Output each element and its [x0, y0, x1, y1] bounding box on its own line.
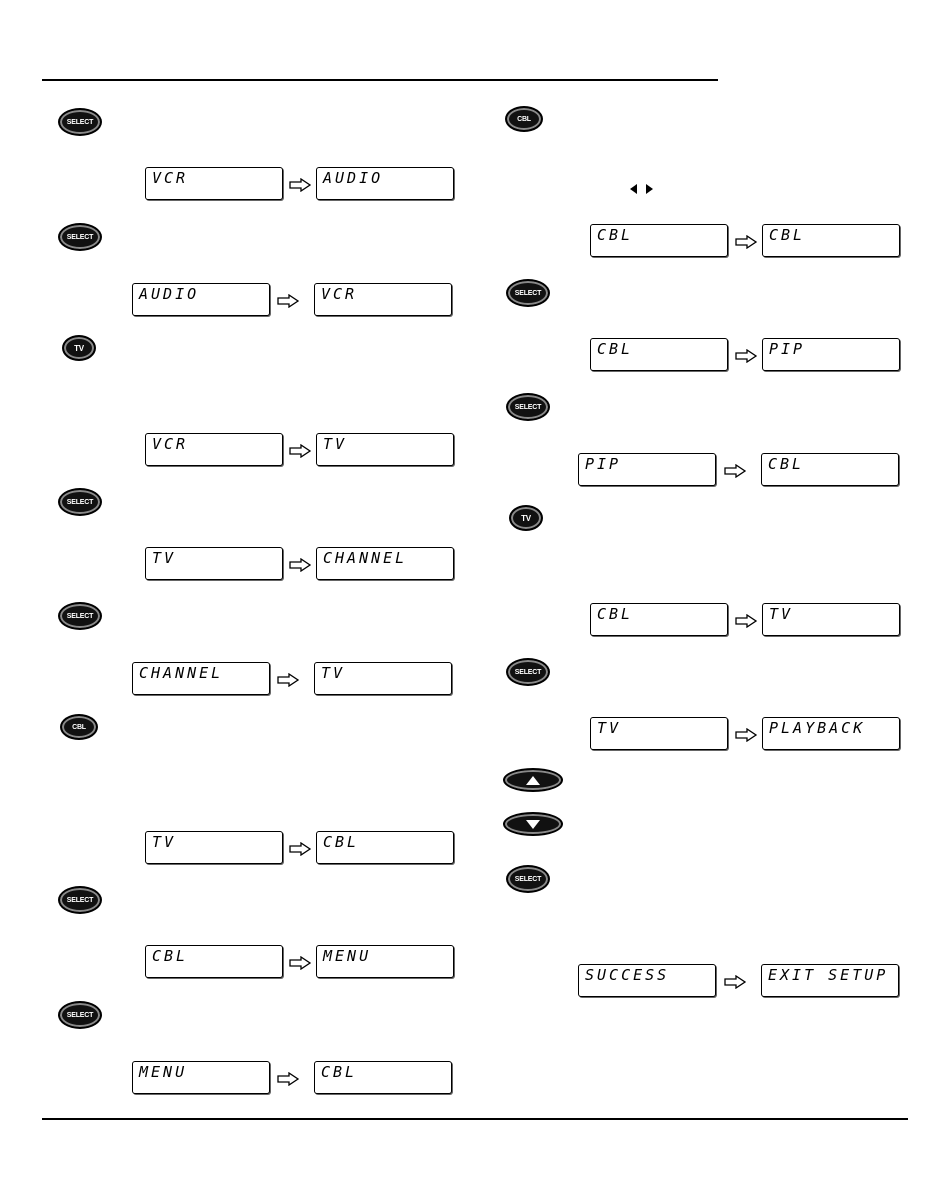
lcd-display-to: EXIT SETUP — [761, 964, 899, 997]
lcd-display-to: PLAYBACK — [762, 717, 900, 750]
lcd-display-from: AUDIO — [132, 283, 270, 316]
hollow-right-arrow-icon — [289, 842, 311, 856]
hollow-right-arrow-icon — [277, 294, 299, 308]
lcd-display-from: SUCCESS — [578, 964, 716, 997]
hollow-right-arrow-icon — [735, 349, 757, 363]
lcd-display-from: VCR — [145, 433, 283, 466]
lcd-display-from: MENU — [132, 1061, 270, 1094]
down-button[interactable] — [503, 812, 563, 836]
bottom-rule — [42, 1118, 908, 1120]
up-button[interactable] — [503, 768, 563, 792]
hollow-right-arrow-icon — [724, 464, 746, 478]
lcd-display-to: CBL — [761, 453, 899, 486]
select-button[interactable]: SELECT — [58, 223, 102, 251]
lcd-display-to: VCR — [314, 283, 452, 316]
up-arrow-icon — [526, 776, 540, 785]
cbl-button[interactable]: CBL — [60, 714, 98, 740]
top-rule — [42, 79, 718, 81]
select-button[interactable]: SELECT — [58, 488, 102, 516]
lcd-display-to: TV — [314, 662, 452, 695]
lcd-display-to: CHANNEL — [316, 547, 454, 580]
lcd-display-from: CHANNEL — [132, 662, 270, 695]
tv-button[interactable]: TV — [509, 505, 543, 531]
select-button[interactable]: SELECT — [506, 393, 550, 421]
hollow-right-arrow-icon — [735, 235, 757, 249]
lcd-display-to: PIP — [762, 338, 900, 371]
lcd-display-to: TV — [316, 433, 454, 466]
hollow-right-arrow-icon — [289, 178, 311, 192]
select-button[interactable]: SELECT — [506, 865, 550, 893]
hollow-right-arrow-icon — [735, 728, 757, 742]
select-button[interactable]: SELECT — [58, 602, 102, 630]
right-triangle-icon — [646, 184, 653, 194]
lcd-display-from: VCR — [145, 167, 283, 200]
left-right-arrows — [630, 184, 653, 194]
select-button[interactable]: SELECT — [58, 108, 102, 136]
lcd-display-from: TV — [145, 547, 283, 580]
tv-button[interactable]: TV — [62, 335, 96, 361]
lcd-display-to: AUDIO — [316, 167, 454, 200]
lcd-display-to: CBL — [762, 224, 900, 257]
lcd-display-from: TV — [145, 831, 283, 864]
lcd-display-from: TV — [590, 717, 728, 750]
lcd-display-to: CBL — [316, 831, 454, 864]
hollow-right-arrow-icon — [289, 558, 311, 572]
lcd-display-from: CBL — [590, 603, 728, 636]
hollow-right-arrow-icon — [735, 614, 757, 628]
lcd-display-from: CBL — [145, 945, 283, 978]
cbl-button[interactable]: CBL — [505, 106, 543, 132]
hollow-right-arrow-icon — [277, 1072, 299, 1086]
lcd-display-to: CBL — [314, 1061, 452, 1094]
hollow-right-arrow-icon — [289, 444, 311, 458]
select-button[interactable]: SELECT — [58, 886, 102, 914]
lcd-display-from: PIP — [578, 453, 716, 486]
hollow-right-arrow-icon — [277, 673, 299, 687]
down-arrow-icon — [526, 820, 540, 829]
lcd-display-from: CBL — [590, 338, 728, 371]
hollow-right-arrow-icon — [724, 975, 746, 989]
select-button[interactable]: SELECT — [506, 658, 550, 686]
lcd-display-to: TV — [762, 603, 900, 636]
select-button[interactable]: SELECT — [506, 279, 550, 307]
lcd-display-from: CBL — [590, 224, 728, 257]
lcd-display-to: MENU — [316, 945, 454, 978]
select-button[interactable]: SELECT — [58, 1001, 102, 1029]
hollow-right-arrow-icon — [289, 956, 311, 970]
left-triangle-icon — [630, 184, 637, 194]
